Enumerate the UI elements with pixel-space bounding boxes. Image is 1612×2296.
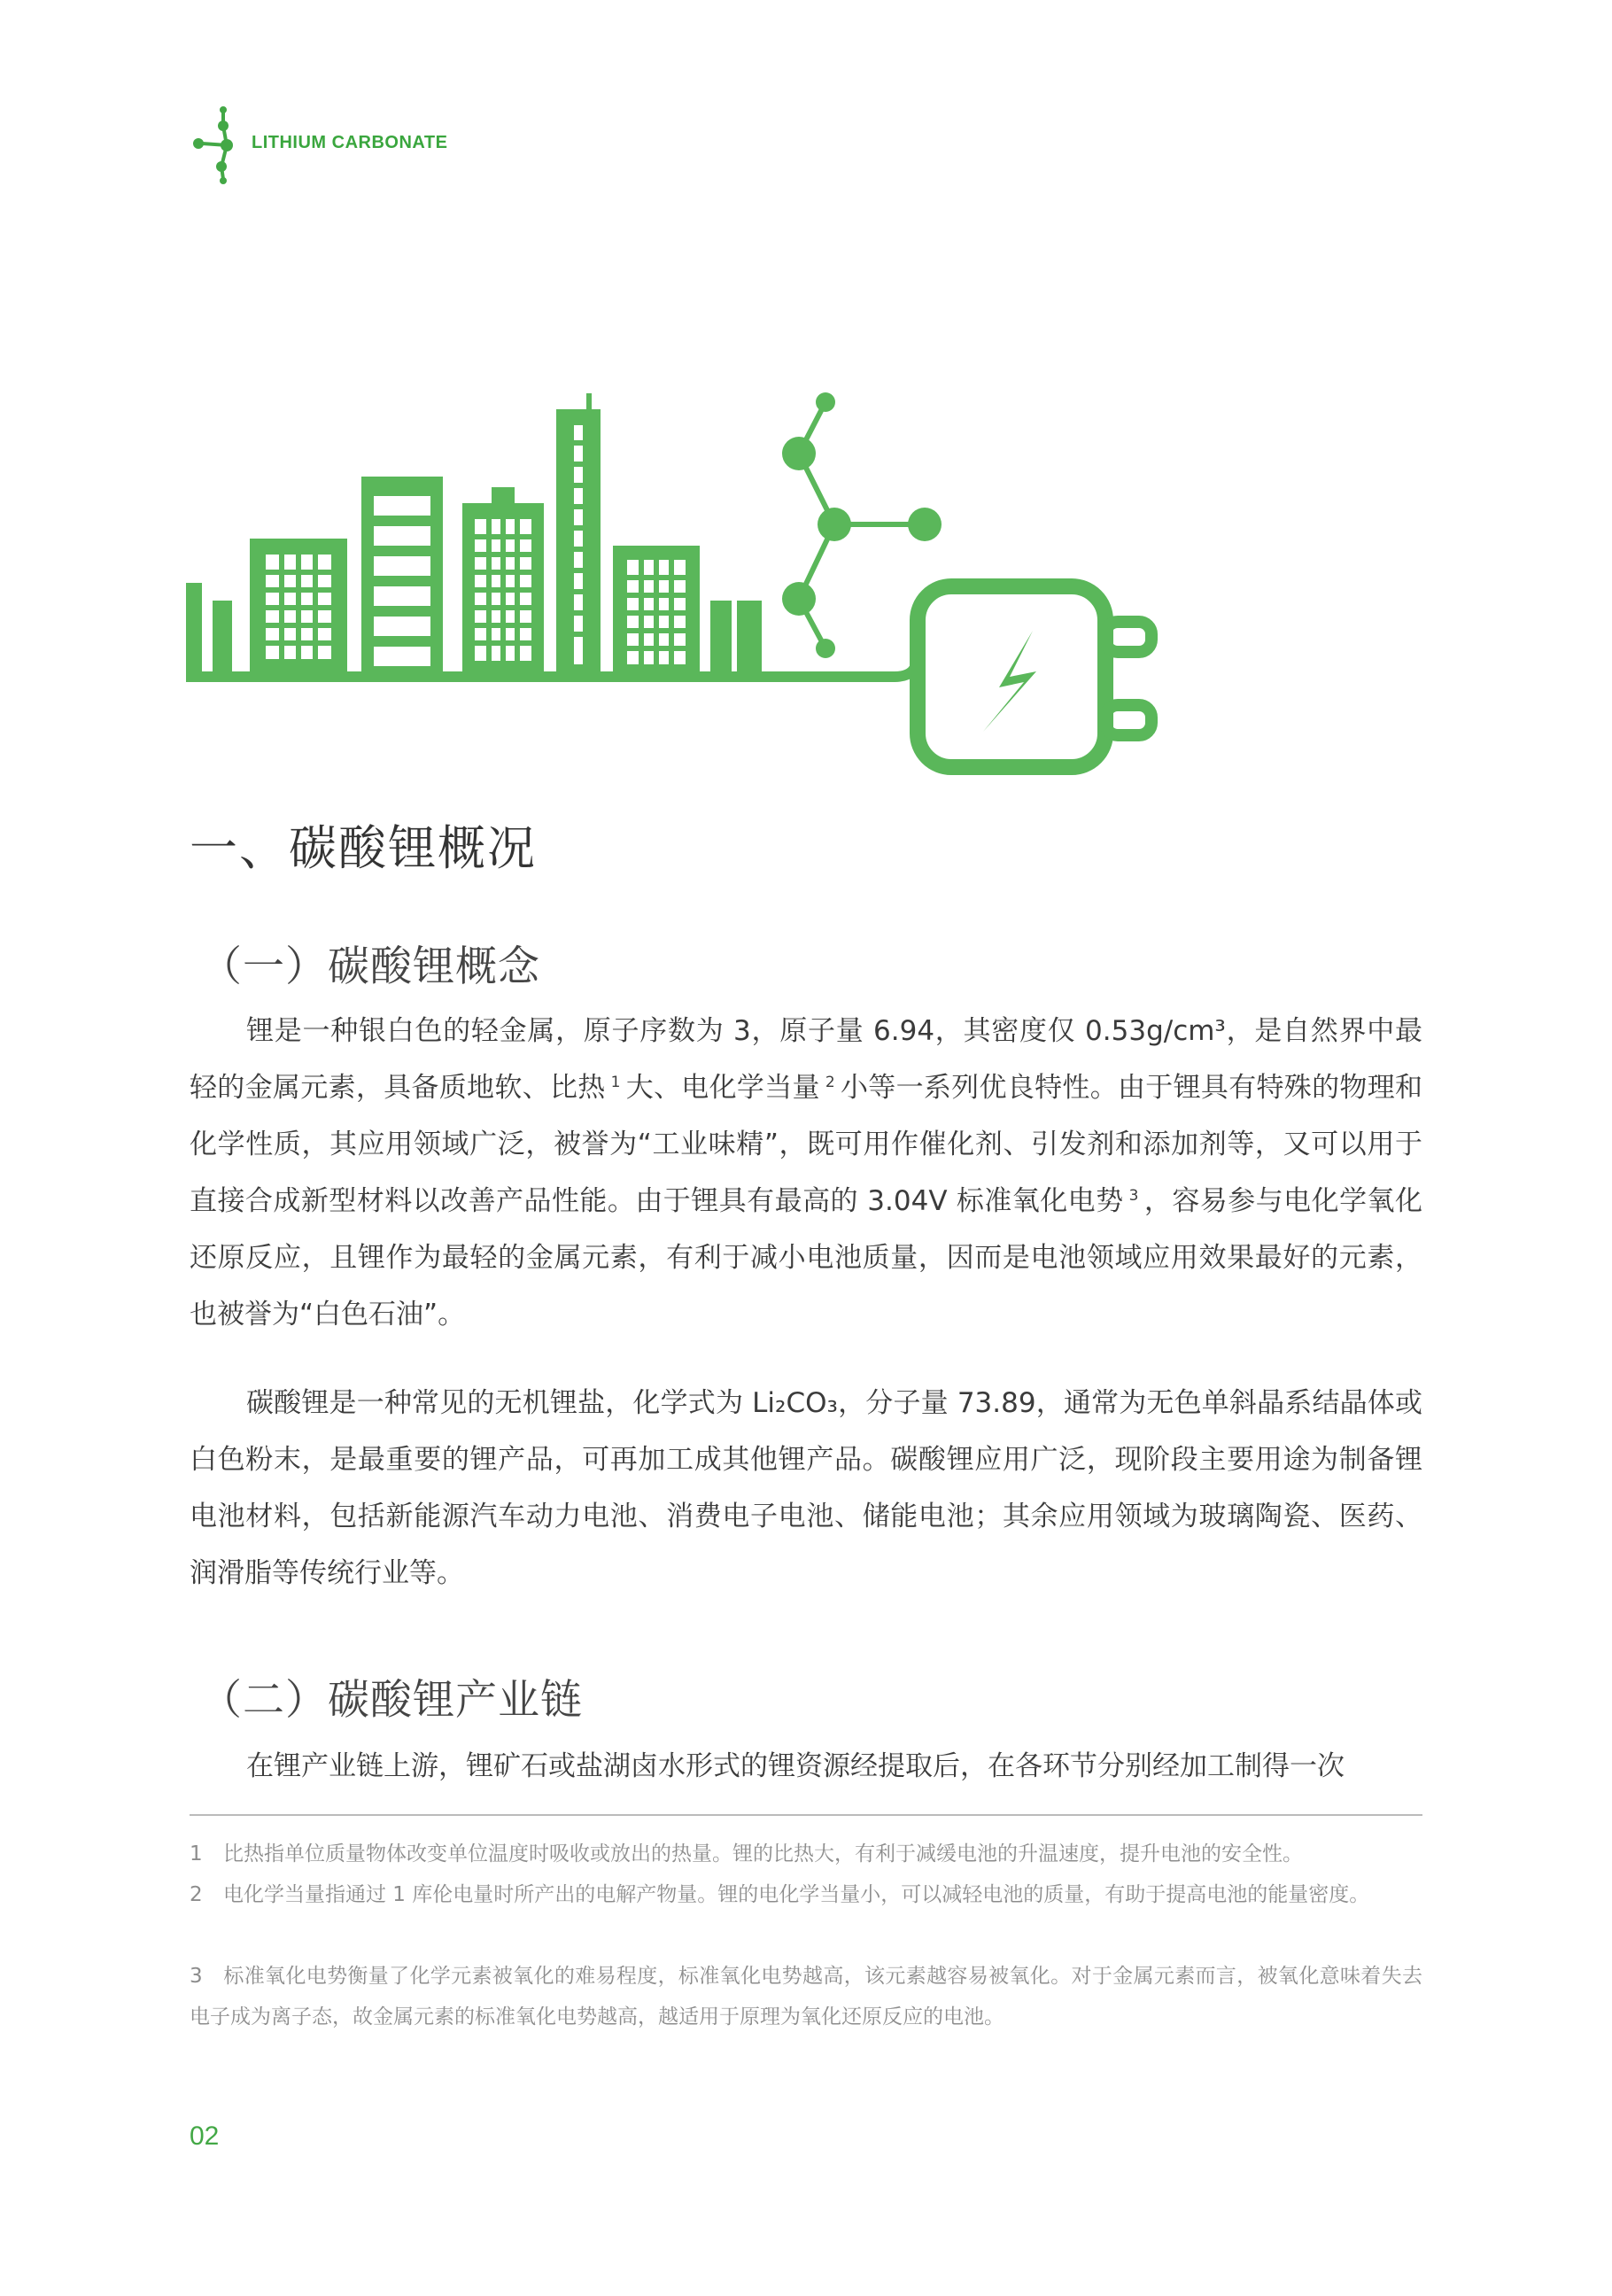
footnote-ref-3: 3 [1128, 1187, 1139, 1205]
electric-plug-icon [918, 586, 1151, 767]
subsection-title-industry-chain: （二）碳酸锂产业链 [200, 1676, 583, 1725]
subsection-title-concept: （一）碳酸锂概念 [200, 942, 540, 991]
section-title: 一、碳酸锂概况 [190, 820, 537, 876]
city-energy-illustration [186, 390, 1169, 780]
paragraph-lithium-carbonate: 碳酸锂是一种常见的无机锂盐，化学式为 Li₂CO₃，分子量 73.89，通常为无色单斜晶系结晶体或白色粉末，是最重要的锂产品，可再加工成其他锂产品。碳酸锂应用广泛，现阶段主要用途为制备锂电池材料，包括新能源汽车动力电池、消费电子电池、储能电池；其余应用领域为玻璃陶瓷、医药、润滑脂等传统行业等。 [190, 1387, 1422, 1589]
header-brand: LITHIUM CARBONATE [252, 133, 448, 152]
footnote-ref-1: 1 [610, 1074, 621, 1091]
page-number: 02 [190, 2121, 220, 2151]
lightning-icon [983, 631, 1036, 732]
footnote-divider [190, 1814, 1422, 1816]
footnote-2: 2 电化学当量指通过 1 库伦电量时所产出的电解产物量。锂的电化学当量小，可以减轻电池的质量，有助于提高电池的能量密度。 [190, 1883, 1370, 1906]
footnote-1: 1 比热指单位质量物体改变单位温度时吸收或放出的热量。锂的比热大，有利于减缓电池的升温速度，提升电池的安全性。 [190, 1842, 1303, 1866]
paragraph-lithium: 锂是一种银白色的轻金属，原子序数为 3，原子量 6.94，其密度仅 0.53g/cm³，是自然界中最轻的金属元素，具备质地软、比热 $^1$ 大、电化学当量 $^2$ 小等一系列优良特性。由于锂具有特殊的物理和化学性质，其应用领域广泛，被誉为“工业味精”，既可用作催化剂、引发剂和添加剂等，又可以用于直接合成新型材料以改善产品性能。由于锂具有最高的 3.04V 标准氧化电势 $^3$ ，容易参与电化学氧化还原反应，且锂作为最轻的金属元素，有利于减小电池质量，因而是电池领域应用效果最好的元素，也被誉为“白色石油”。 [190, 1015, 1423, 1330]
footnote-ref-2: 2 [825, 1074, 835, 1091]
paragraph-industry-chain: 在锂产业链上游，锂矿石或盐湖卤水形式的锂资源经提取后，在各环节分别经加工制得一次 [246, 1750, 1345, 1782]
footnote-3: 3 标准氧化电势衡量了化学元素被氧化的难易程度，标准氧化电势越高，该元素越容易被氧化。对于金属元素而言，被氧化意味着失去电子成为离子态，故金属元素的标准氧化电势越高，越适用于原理为氧化还原反应的电池。 [190, 1965, 1422, 2028]
molecule-logo-icon [186, 105, 248, 184]
